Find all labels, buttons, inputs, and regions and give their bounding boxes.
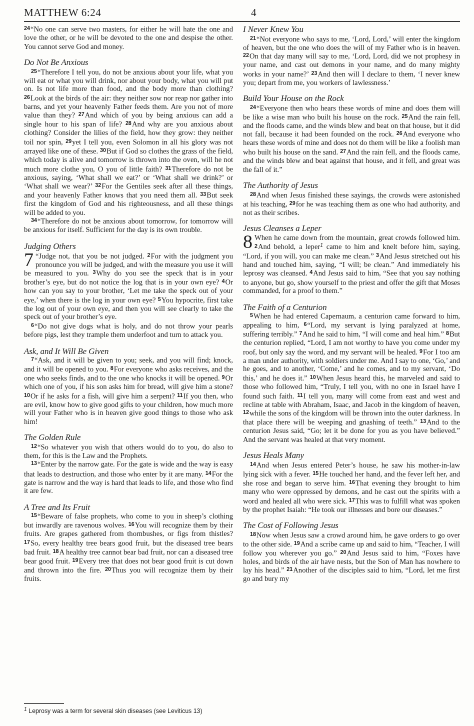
verse-text: “Everyone then who hears these words of mine and does them will be like a wise man who built his house on the rock.	[243, 103, 460, 122]
section-heading: Judging Others	[24, 242, 76, 252]
verse-number: 24	[250, 104, 256, 111]
section-gap	[24, 496, 233, 503]
paragraph	[24, 249, 233, 322]
verse-text: Thus you will recognize them by their fruits.	[24, 565, 234, 583]
verse-number: 19	[72, 557, 79, 564]
verse-text: This was to fulfill what was spoken by the prophet Isaiah: “He took our illnesses and bore our diseases.”	[243, 496, 461, 514]
verse-text: For with the judgment you pronounce you will be judged, and with the measure you use it will be measured to you.	[24, 251, 233, 278]
verse-number: 13	[420, 419, 427, 426]
verse-number: 15	[31, 513, 37, 520]
verse-number: 3	[375, 252, 379, 259]
verse-number: 29	[65, 139, 72, 146]
footnote	[24, 706, 202, 716]
verse-number: 25	[401, 113, 408, 120]
verse-text: yet I tell you, even Solomon in all his glory was not arrayed like one of these.	[24, 137, 233, 156]
verse-text: Look at the birds of the air: they neither sow nor reap nor gather into barns, and yet your heavenly Father feeds them. Are you not of more value than they?	[24, 93, 233, 120]
verse-number: 18	[250, 531, 256, 538]
verse-text: When he had entered Capernaum, a centurion came forward to him, appealing to him,	[243, 311, 460, 330]
verse-number: 6	[303, 322, 307, 329]
verse-number: 20	[340, 549, 347, 556]
verse-number: 15	[312, 470, 319, 477]
footnote-rule	[24, 703, 64, 704]
section-gap	[243, 217, 460, 224]
paragraph	[24, 443, 233, 461]
paragraph	[24, 217, 233, 235]
verse-text: “Therefore I tell you, do not be anxious about your life, what you will eat or what you will drink, nor about your body, what you will put on. Is not life more than food, and the body more than clothing?	[24, 67, 233, 94]
verse-number: 11	[297, 392, 303, 399]
verse-number: 28	[125, 121, 132, 128]
verse-number: 7	[299, 331, 303, 338]
paragraph	[24, 356, 233, 426]
section-gap	[243, 296, 460, 303]
verse-text: And behold, a leper	[258, 242, 321, 252]
verse-number: 7	[31, 357, 34, 363]
verse-number: 34	[31, 218, 37, 225]
footnote-mark: 1	[24, 707, 27, 713]
verse-number: 11	[177, 392, 183, 399]
verse-text: Why do you see the speck that is in your brother’s eye, but do not notice the log that is in your own eye?	[24, 268, 233, 287]
section-gap	[243, 444, 460, 451]
paragraph	[243, 231, 460, 296]
chapter-number: 8	[243, 231, 253, 253]
verse-text: Therefore do not be anxious, saying, ‘What shall we eat?’ or ‘What shall we drink?’ or ‘What shall we wear?’	[24, 164, 233, 191]
verse-text: Or if he asks for a fish, will give him a serpent?	[30, 391, 178, 401]
verse-number: 10	[24, 392, 30, 399]
paragraph	[24, 322, 233, 340]
verse-number: 5	[250, 313, 253, 320]
verse-number: 30	[100, 148, 107, 155]
footnote-text: Leprosy was a term for several skin diseases (see Leviticus 13)	[28, 708, 203, 715]
paragraph	[243, 104, 460, 174]
verse-number: 17	[348, 497, 355, 504]
verse-text: “No one can serve two masters, for either he will hate the one and love the other, or he will be devoted to the one and despise the other. You cannot serve God and money.	[24, 24, 233, 51]
verse-text: But seek first the kingdom of God and his righteousness, and all these things will be added to you.	[24, 190, 233, 217]
verse-text: “Not everyone who says to me, ‘Lord, Lord,’ will enter the kingdom of heaven, but the one who does the will of my Father who is in heaven.	[243, 34, 460, 52]
section-heading: Build Your House on the Rock	[243, 94, 344, 104]
verse-number: 9	[221, 375, 225, 382]
verse-number: 29	[289, 200, 296, 207]
verse-number: 8	[110, 366, 114, 373]
paragraph	[24, 512, 233, 583]
verse-text: And everyone who hears these words of mine and does not do them will be like a foolish man who built his house on the sand.	[243, 129, 460, 157]
left-text-column	[24, 25, 233, 584]
verse-number: 22	[243, 53, 249, 60]
verse-text: And a scribe came up and said to him, “Teacher, I will follow you wherever you go.”	[243, 539, 460, 558]
verse-number: 26	[24, 94, 30, 101]
section-gap	[243, 87, 460, 94]
verse-text: Another of the disciples said to him, “Lord, let me first go and bury my	[243, 565, 460, 584]
verse-text: When he came down from the mountain, great crowds followed him.	[254, 232, 460, 242]
section-heading: The Authority of Jesus	[243, 181, 318, 191]
paragraph	[24, 25, 233, 51]
verse-number: 21	[286, 567, 293, 574]
verse-number: 12	[31, 443, 37, 450]
section-heading: The Cost of Following Jesus	[243, 521, 339, 531]
verse-text: And then will I declare to them, ‘I never knew you; depart from me, you workers of lawlessness.’	[243, 69, 460, 87]
verse-number: 6	[31, 322, 34, 329]
verse-text: You will recognize them by their fruits. Are grapes gathered from thornbushes, or figs from thistles?	[24, 520, 233, 539]
section-heading: Do Not Be Anxious	[24, 58, 89, 68]
paragraph	[243, 191, 460, 218]
verse-number: 31	[165, 165, 172, 172]
verse-number: 32	[95, 183, 102, 190]
section-gap	[24, 426, 233, 433]
verse-text: And Jesus stretched out his hand and touched him, saying, “I will; be clean.” And immediately his leprosy was cleansed.	[243, 251, 460, 278]
verse-text: And he said to him, “I will come and heal him.”	[302, 329, 446, 339]
verse-text: came to him and knelt before him, saying, “Lord, if you will, you can make me clean.”	[243, 242, 460, 261]
verse-text: And the rain fell, and the floods came, and the winds blew and beat on that house, but it did not fall, because it had been founded on the rock.	[243, 112, 460, 139]
verse-text: And Jesus said to him, “Foxes have holes, and birds of the air have nests, but the Son of Man has nowhere to lay his head.”	[243, 548, 460, 575]
verse-text: while the sons of the kingdom will be thrown into the outer darkness. In that place there will be weeping and gnashing of teeth.”	[243, 408, 460, 427]
verse-text: When Jesus heard this, he marveled and said to those who followed him, “Truly, I tell you, with no one in Israel have I found such faith.	[243, 373, 460, 401]
verse-text: And why are you anxious about clothing? Consider the lilies of the field, how they grow: they neither toil nor spin,	[24, 119, 233, 147]
section-heading: The Golden Rule	[24, 433, 81, 443]
verse-text: And the rain fell, and the floods came, and the winds blew and beat against that house, and it fell, and great was the fall of it.”	[243, 147, 460, 174]
verse-number: 25	[31, 68, 37, 75]
verse-text: If you then, who are evil, know how to give good gifts to your children, how much more will your Father who is in heaven give good things to those who ask him!	[24, 391, 233, 426]
paragraph	[24, 460, 233, 495]
verse-number: 3	[92, 270, 96, 277]
chapter-number: 7	[24, 249, 34, 271]
verse-text: For everyone who asks receives, and the one who seeks finds, and to the one who knocks it will be opened.	[24, 364, 233, 383]
section-gap	[24, 51, 233, 58]
verse-number: 16	[349, 479, 356, 486]
verse-text: And Jesus said to him, “See that you say nothing to anyone, but go, show yourself to the priest and offer the gift that Moses commanded, for a proof to them.”	[243, 268, 460, 296]
section-heading: Jesus Heals Many	[243, 451, 304, 461]
right-text-column	[243, 25, 460, 584]
verse-text: He touched her hand, and the fever left her, and she rose and began to serve him.	[243, 469, 460, 488]
section-heading: I Never Knew You	[243, 25, 304, 34]
verse-number: 16	[128, 522, 135, 529]
section-gap	[24, 235, 233, 242]
verse-text: Now when Jesus saw a crowd around him, he gave orders to go over to the other side.	[243, 530, 460, 549]
verse-text: I tell you, many will come from east and west and recline at table with Abraham, Isaac, and Jacob in the kingdom of heaven,	[243, 391, 460, 409]
verse-number: 4	[221, 279, 225, 286]
section-gap	[243, 514, 460, 521]
section-heading: The Faith of a Centurion	[243, 302, 327, 312]
verse-text: But the centurion replied, “Lord, I am not worthy to have you come under my roof, but only say the word, and my servant will be healed.	[243, 329, 460, 357]
verse-number: 21	[250, 35, 256, 42]
verse-number: 17	[24, 539, 30, 546]
verse-text: You hypocrite, first take the log out of your own eye, and then you will see clearly to take the speck out of your brother’s eye.	[24, 295, 233, 322]
verse-number: 9	[419, 348, 423, 355]
verse-number: 5	[157, 296, 161, 303]
verse-text: Every tree that does not bear good fruit is cut down and thrown into the fire.	[24, 556, 234, 575]
chapter-verse-reference: MATTHEW 6:24	[24, 8, 102, 19]
verse-number: 27	[78, 112, 85, 119]
verse-number: 12	[243, 410, 249, 417]
verse-text: “Enter by the narrow gate. For the gate is wide and the way is easy that leads to destruction, and those who enter by it are many.	[24, 459, 233, 479]
verse-number: 24	[24, 26, 30, 32]
paragraph	[243, 531, 460, 584]
verse-number: 18	[52, 548, 59, 555]
verse-text: for he was teaching them as one who had authority, and not as their scribes.	[243, 199, 460, 217]
verse-number: 28	[250, 191, 256, 198]
verse-text: So, every healthy tree bears good fruit, but the diseased tree bears bad fruit.	[24, 538, 233, 557]
paragraph	[24, 68, 233, 218]
verse-number: 20	[104, 566, 111, 573]
verse-text: A healthy tree cannot bear bad fruit, nor can a diseased tree bear good fruit.	[24, 547, 233, 566]
section-heading: Jesus Cleanses a Leper	[243, 224, 322, 234]
verse-number: 14	[205, 470, 212, 477]
verse-text: For the gate is narrow and the way is hard that leads to life, and those who find it are few.	[24, 469, 233, 496]
verse-text: “Ask, and it will be given to you; seek, and you will find; knock, and it will be opened to you.	[24, 355, 233, 374]
verse-number: 26	[396, 131, 403, 138]
verse-text: That evening they brought to him many who were oppressed by demons, and he cast out the spirits with a word and healed all who were sick.	[243, 478, 460, 506]
section-gap	[24, 340, 233, 347]
verse-text: And when Jesus finished these sayings, the crowds were astonished at his teaching,	[243, 190, 460, 209]
verse-number: 27	[340, 149, 347, 156]
verse-text: “Do not give dogs what is holy, and do not throw your pearls before pigs, lest they trample them underfoot and turn to attack you.	[24, 321, 233, 339]
running-header	[24, 6, 460, 22]
verse-number: 23	[311, 70, 318, 77]
footnote-reference[interactable]: 1	[320, 243, 323, 250]
verse-number: 19	[293, 540, 300, 547]
verse-number: 13	[31, 461, 37, 468]
verse-text: “Therefore do not be anxious about tomorrow, for tomorrow will be anxious for itself. Sufficient for the day is its own trouble.	[24, 216, 233, 235]
verse-text: And to the centurion Jesus said, “Go; let it be done for you as you have believed.” And the servant was healed at that very moment.	[243, 417, 460, 444]
verse-number: 33	[200, 192, 207, 199]
verse-text: “So whatever you wish that others would do to you, do also to them, for this is the Law and the Prophets.	[24, 442, 233, 460]
page-number: 4	[251, 8, 257, 19]
verse-number: 14	[250, 461, 256, 468]
verse-text: “Lord, my servant is lying paralyzed at home, suffering terribly.”	[243, 320, 460, 339]
section-gap	[243, 174, 460, 181]
verse-text: Or which one of you, if his son asks him for bread, will give him a stone?	[24, 373, 233, 392]
verse-text: “Beware of false prophets, who come to you in sheep’s clothing but inwardly are ravenous wolves.	[24, 511, 233, 530]
verse-text: For I too am a man under authority, with soldiers under me. And I say to one, ‘Go,’ and he goes, and to another, ‘Come,’ and he comes, and to my servant, ‘Do this,’ and he does it.”	[243, 347, 461, 383]
verse-number: 10	[309, 374, 316, 381]
section-heading: A Tree and Its Fruit	[24, 502, 91, 512]
paragraph	[243, 35, 460, 88]
header-rule	[24, 21, 460, 22]
verse-text: And when Jesus entered Peter’s house, he saw his mother-in-law lying sick with a fever.	[243, 460, 460, 479]
section-heading: Ask, and It Will Be Given	[24, 346, 109, 356]
verse-text: And which of you by being anxious can add a single hour to his span of life?	[24, 110, 234, 129]
verse-text: For the Gentiles seek after all these things, and your heavenly Father knows that you need them all.	[24, 181, 233, 200]
verse-text: “Judge not, that you be not judged.	[35, 251, 148, 261]
paragraph	[243, 312, 460, 444]
verse-number: 2	[147, 252, 151, 259]
paragraph	[243, 461, 460, 514]
verse-number: 8	[445, 331, 449, 338]
verse-text: But if God so clothes the grass of the field, which today is alive and tomorrow is thrown into the oven, will he not much more clothe you, O you of little faith?	[24, 146, 233, 174]
verse-text: Or how can you say to your brother, ‘Let me take the speck out of your eye,’ when there is the log in your own eye?	[24, 277, 233, 305]
verse-number: 2	[254, 243, 258, 250]
verse-number: 4	[309, 270, 313, 277]
verse-text: On that day many will say to me, ‘Lord, Lord, did we not prophesy in your name, and cast out demons in your name, and do many mighty works in your name?’	[243, 51, 460, 79]
